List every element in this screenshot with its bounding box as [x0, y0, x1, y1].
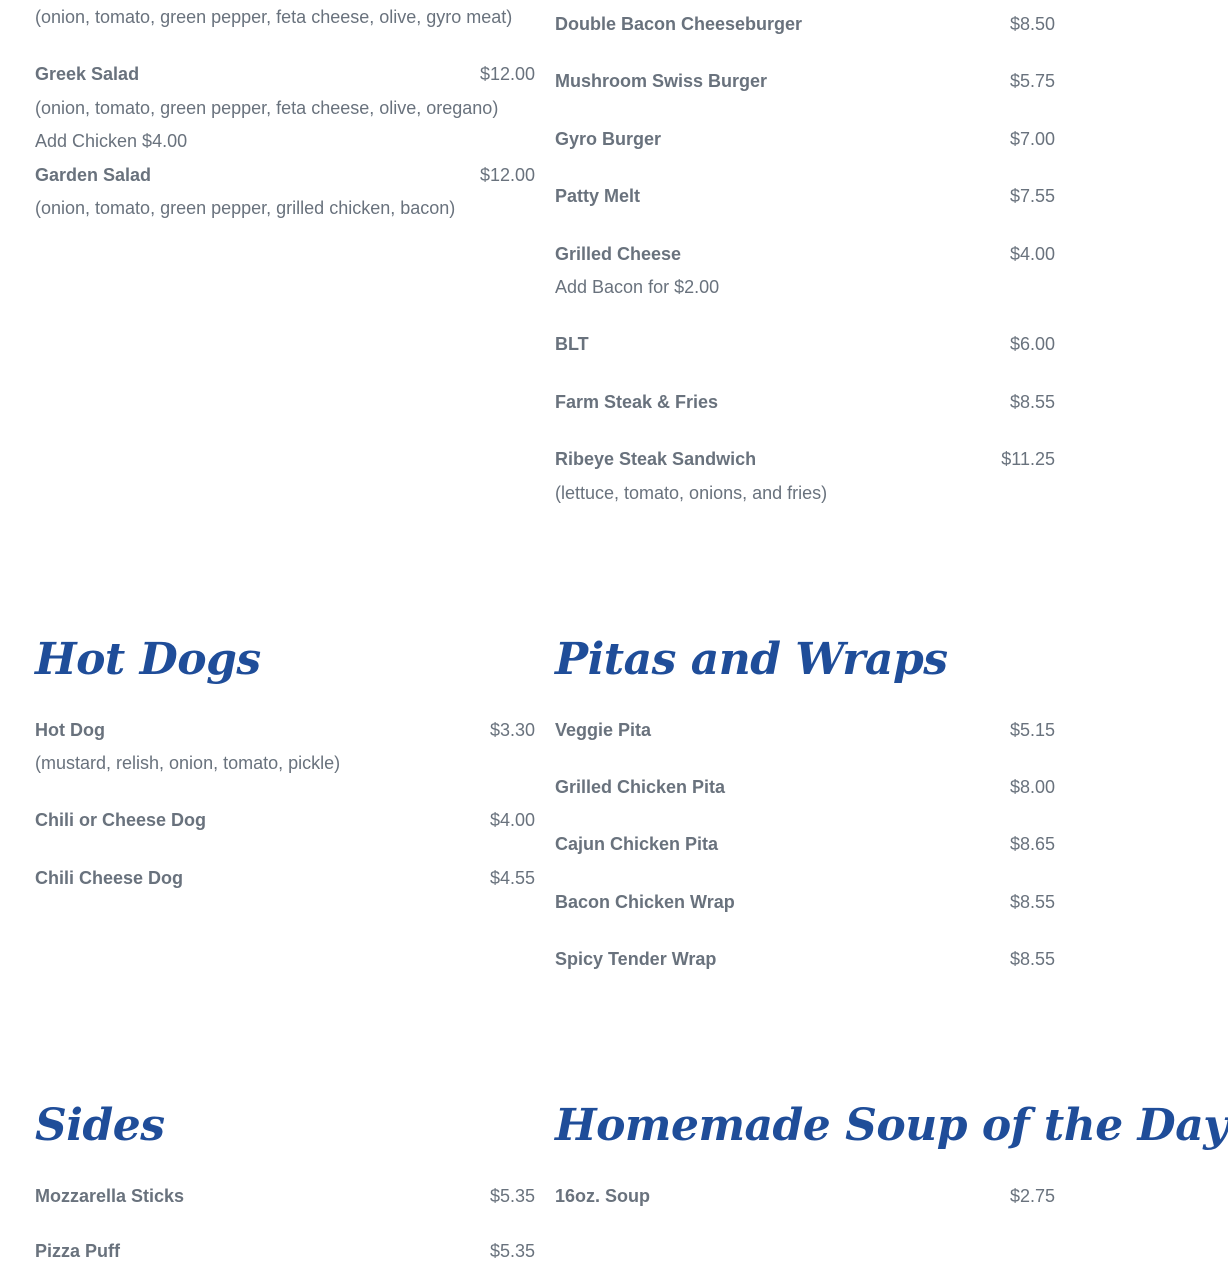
menu-item-greek-salad	[35, 62, 535, 86]
item-description: (onion, tomato, green pepper, feta cheese, olive, oregano)	[35, 98, 499, 118]
item-price: $8.55	[1009, 392, 1055, 412]
menu-item-cajun-chicken-pita	[555, 832, 1055, 856]
item-price: $8.55	[1009, 892, 1055, 912]
item-price: $5.75	[1009, 71, 1055, 91]
item-name: Grilled Cheese	[555, 244, 682, 264]
item-description: (onion, tomato, green pepper, grilled chicken, bacon)	[35, 198, 456, 218]
item-price: $12.00	[479, 64, 535, 84]
item-price: $5.35	[489, 1186, 535, 1206]
item-description: (lettuce, tomato, onions, and fries)	[555, 483, 828, 503]
menu-item-chili-or-cheese-dog	[35, 808, 535, 832]
menu-item-veggie-pita	[555, 718, 1055, 742]
menu-item-mozzarella-sticks	[35, 1184, 535, 1208]
item-price: $8.00	[1009, 777, 1055, 797]
item-name: 16oz. Soup	[555, 1186, 651, 1206]
section-title: Hot Dogs	[35, 634, 261, 685]
item-name: Bacon Chicken Wrap	[555, 892, 735, 912]
menu-item-garden-salad	[35, 163, 535, 187]
item-name: Patty Melt	[555, 186, 641, 206]
item-name: Veggie Pita	[555, 720, 652, 740]
menu-item-double-bacon-cheeseburger	[555, 12, 1055, 36]
item-name: Ribeye Steak Sandwich	[555, 449, 757, 469]
item-name: Greek Salad	[35, 64, 140, 84]
item-description: (mustard, relish, onion, tomato, pickle)	[35, 753, 341, 773]
item-price: $6.00	[1009, 334, 1055, 354]
item-price: $12.00	[479, 165, 535, 185]
item-description: (onion, tomato, green pepper, feta cheese, olive, gyro meat)	[35, 7, 513, 27]
section-title: Homemade Soup of the Day	[555, 1100, 1228, 1151]
menu-item-spicy-tender-wrap	[555, 947, 1055, 971]
menu-item-hot-dog	[35, 718, 535, 742]
item-price: $5.15	[1009, 720, 1055, 740]
menu-item-gyro-burger	[555, 127, 1055, 151]
item-name: Pizza Puff	[35, 1241, 121, 1261]
item-name: Mushroom Swiss Burger	[555, 71, 768, 91]
menu-item-ribeye-steak-sandwich	[555, 447, 1055, 471]
item-price: $2.75	[1009, 1186, 1055, 1206]
item-price: $7.55	[1009, 186, 1055, 206]
item-name: Hot Dog	[35, 720, 105, 740]
menu-item-chili-cheese-dog	[35, 866, 535, 890]
menu-item-grilled-chicken-pita	[555, 775, 1055, 799]
menu-item-grilled-cheese	[555, 242, 1055, 266]
item-name: Farm Steak & Fries	[555, 392, 719, 412]
item-price: $5.35	[489, 1241, 535, 1261]
item-price: $3.30	[489, 720, 535, 740]
item-name: Mozzarella Sticks	[35, 1186, 185, 1206]
item-name: Chili or Cheese Dog	[35, 810, 207, 830]
item-name: Gyro Burger	[555, 129, 662, 149]
section-title: Sides	[35, 1100, 165, 1151]
item-name: Spicy Tender Wrap	[555, 949, 717, 969]
section-title: Pitas and Wraps	[555, 634, 948, 685]
menu-item-16oz-soup	[555, 1184, 1055, 1208]
item-addon: Add Chicken $4.00	[35, 131, 188, 151]
item-price: $7.00	[1009, 129, 1055, 149]
menu-item-mushroom-swiss-burger	[555, 69, 1055, 93]
item-name: Double Bacon Cheeseburger	[555, 14, 803, 34]
menu-item-blt	[555, 332, 1055, 356]
item-name: Chili Cheese Dog	[35, 868, 184, 888]
item-price: $8.65	[1009, 834, 1055, 854]
item-price: $8.55	[1009, 949, 1055, 969]
item-price: $11.25	[1001, 449, 1055, 469]
item-name: BLT	[555, 334, 589, 354]
menu-item-bacon-chicken-wrap	[555, 890, 1055, 914]
item-name: Grilled Chicken Pita	[555, 777, 726, 797]
item-addon: Add Bacon for $2.00	[555, 277, 720, 297]
item-name: Cajun Chicken Pita	[555, 834, 719, 854]
item-name: Garden Salad	[35, 165, 152, 185]
item-price: $8.50	[1009, 14, 1055, 34]
item-price: $4.00	[489, 810, 535, 830]
item-price: $4.00	[1009, 244, 1055, 264]
menu-item-pizza-puff	[35, 1239, 535, 1263]
menu-item-farm-steak-fries	[555, 390, 1055, 414]
menu-item-patty-melt	[555, 184, 1055, 208]
item-price: $4.55	[489, 868, 535, 888]
